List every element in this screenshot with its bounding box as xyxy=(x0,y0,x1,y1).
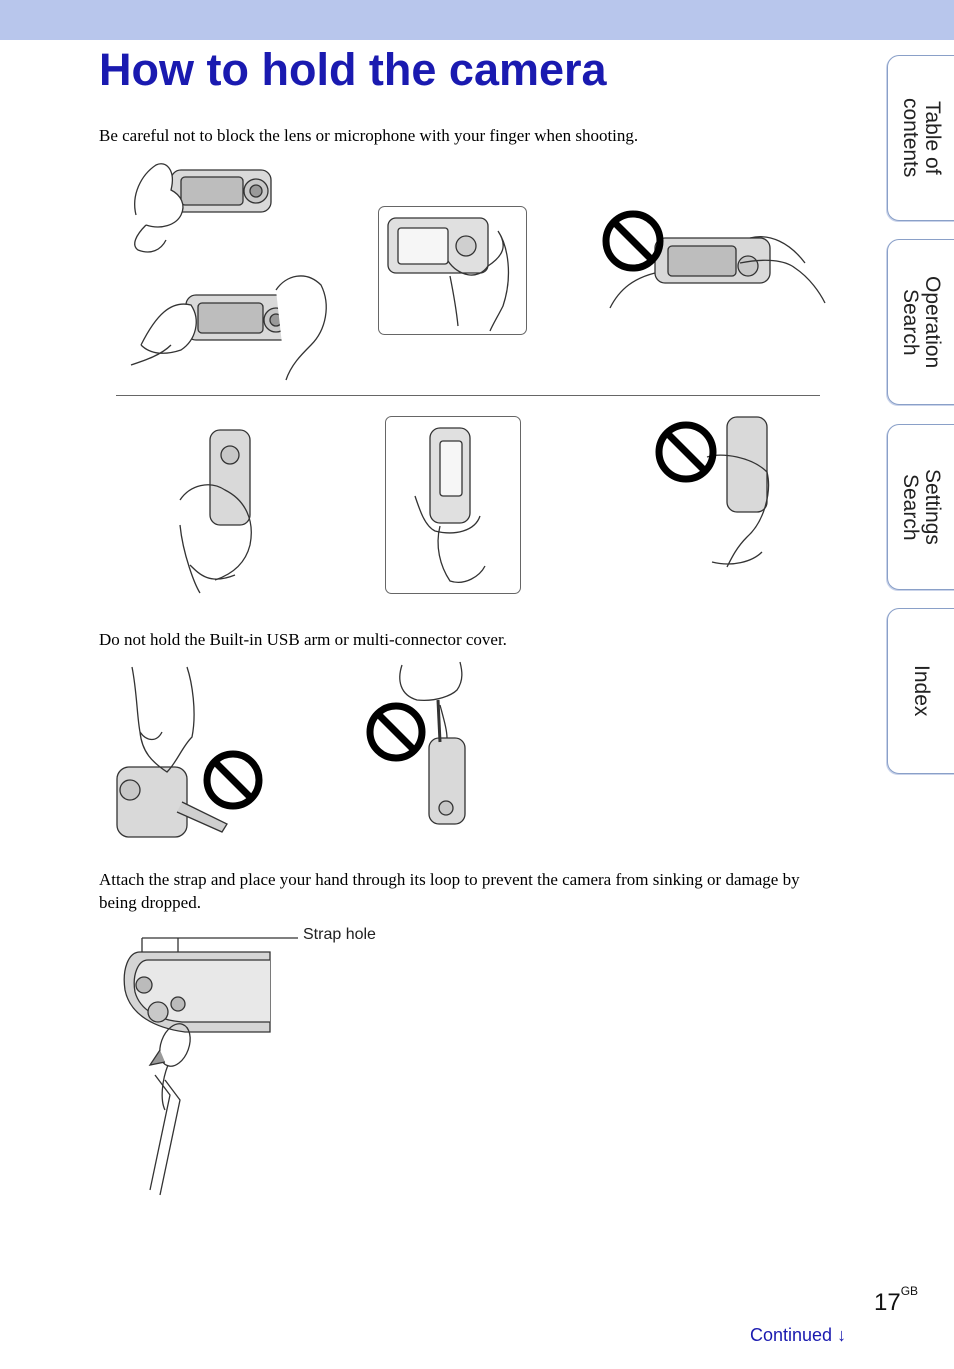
section-divider xyxy=(116,395,820,396)
camera-lcd-back-illustration xyxy=(378,206,527,336)
strap-hole-label: Strap hole xyxy=(303,926,376,943)
continued-label: Continued xyxy=(750,1325,833,1345)
intro-text: Be careful not to block the lens or microphone with your finger when shooting. xyxy=(99,126,639,145)
strap-attachment-illustration xyxy=(120,930,300,1200)
prohibited-usb-arm-illustration xyxy=(112,662,272,842)
tab-index[interactable] xyxy=(887,608,954,774)
tab-settings-search[interactable] xyxy=(887,424,954,590)
header-bar xyxy=(0,0,954,40)
camera-held-horizontal-illustration xyxy=(126,155,336,385)
page-number-value: 17 xyxy=(874,1289,901,1316)
camera-vertical-back-illustration xyxy=(385,416,521,595)
page-suffix: GB xyxy=(900,1284,919,1298)
prohibited-vertical-holding-illustration xyxy=(652,412,782,572)
prohibited-holding-illustration xyxy=(600,208,830,323)
page-number xyxy=(874,1284,919,1317)
usb-text: Do not hold the Built-in USB arm or multi-connector cover. xyxy=(99,630,507,649)
strap-text: Attach the strap and place your hand through its loop to prevent the camera from sinking or damage by being dropped. xyxy=(99,870,800,912)
arrow-down-icon: ↓ xyxy=(837,1325,847,1345)
tab-label: Operation Search xyxy=(899,275,944,369)
tab-label: Table of contents xyxy=(899,98,944,178)
camera-held-vertical-illustration xyxy=(175,425,270,595)
tab-table-of-contents[interactable] xyxy=(887,55,954,221)
tab-label: Index xyxy=(910,665,933,717)
tab-label: Settings Search xyxy=(899,469,944,545)
tab-operation-search[interactable] xyxy=(887,239,954,405)
continued-link[interactable] xyxy=(750,1325,846,1346)
prohibited-connector-cover-illustration xyxy=(362,660,474,830)
page-title: How to hold the camera xyxy=(99,44,607,95)
